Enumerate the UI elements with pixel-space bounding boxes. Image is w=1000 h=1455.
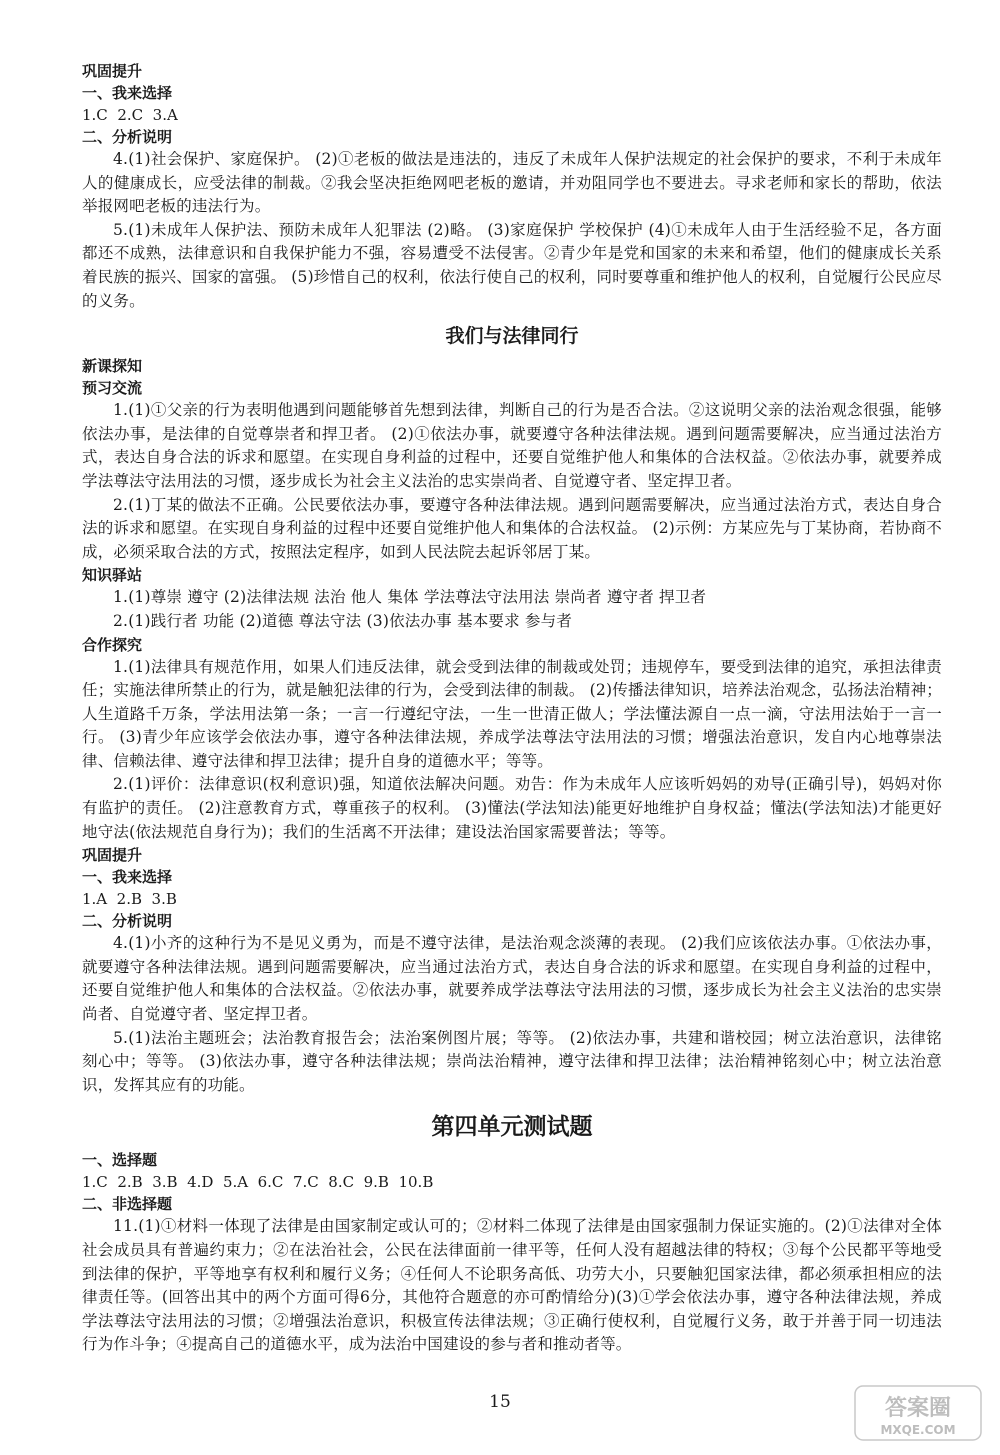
heading-choose: 一、我来选择 <box>82 84 173 102</box>
heading-analysis-2: 二、分析说明 <box>82 912 173 931</box>
knowledge-answer-1: 1.(1)尊崇 遵守 (2)法律法规 法治 他人 集体 学法尊法守法用法 崇尚者 遵守者 捍卫者 <box>113 588 707 607</box>
answer-q11: 11.(1)①材料一体现了法律是由国家制定或认可的；②材料二体现了法律是由国家强制力保证实施的。(2)①法律对全体社会成员具有普遍约束力；②在法治社会，公民在法律面前一律平等，任何人没有超越法律的特权；③每个公民都平等地受到法律的保护，平等地享有权利和履行义务；④任何人不论职务高低、功劳大小，只要触犯国家法律，都必须承担相应的法律责任等。(回答出其中的两个方面可得6分，其他符合题意的亦可酌情给分)(3)①学会依法办事，遵守各种法律法规，养成学法尊法守法用法的习惯；②增强法治意识，积极宣传法律法规；③正确行使权利，自觉履行义务，敢于并善于同一切违法行为作斗争；④提高自己的道德水平，成为法治中国建设的参与者和推动者等。 <box>82 1217 942 1354</box>
heading-preview: 预习交流 <box>82 379 143 398</box>
watermark-main-text: 答案圈 <box>884 1396 952 1421</box>
heading-choice: 一、选择题 <box>82 1151 158 1170</box>
heading-cooperation: 合作探究 <box>82 635 143 654</box>
section-title-law: 我们与法律同行 <box>445 325 579 348</box>
page-number: 15 <box>489 1392 511 1412</box>
choose-answers-2: 1.A 2.B 3.B <box>82 890 177 909</box>
preview-answer-2: 2.(1)丁某的做法不正确。公民要依法办事，要遵守各种法律法规。遇到问题需要解决，应当通过法治方式，表达自身合法的诉求和愿望。在实现自身利益的过程中还要自觉维护他人和集体的合法权益。 (2)示例：方某应先与丁某协商，若协商不成，必须采取合法的方式，按照法定程序，如到人民法院去起诉邻居丁某。 <box>82 495 942 561</box>
heading-choose-2: 一、我来选择 <box>82 868 173 887</box>
heading-consolidate-2: 巩固提升 <box>82 846 143 865</box>
watermark-logo <box>854 1385 982 1441</box>
heading-consolidate: 巩固提升 <box>82 62 143 80</box>
heading-knowledge: 知识驿站 <box>82 566 143 585</box>
answer-q5-2: 5.(1)法治主题班会；法治教育报告会；法治案例图片展；等等。 (2)依法办事，共建和谐校园；树立法治意识，法律铭刻心中；等等。 (3)依法办事，遵守各种法律法规；崇尚法治精神，遵守法律和捍卫法律；法治精神铭刻心中；树立法治意识，发挥其应有的功能。 <box>82 1028 942 1094</box>
answer-page <box>82 60 942 1357</box>
choice-answers: 1.C 2.B 3.B 4.D 5.A 6.C 7.C 8.C 9.B 10.B <box>82 1173 434 1192</box>
answer-q4-2: 4.(1)小齐的这种行为不是见义勇为，而是不遵守法律，是法治观念淡薄的表现。 (2)我们应该依法办事。①依法办事，就要遵守各种法律法规。遇到问题需要解决，应当通过法治方式，表达自身合法的诉求和愿望。在实现自身利益的过程中，还要自觉维护他人和集体的合法权益。②依法办事，就要养成学法尊法守法用法的习惯，逐步成长为社会主义法治的忠实崇尚者、自觉遵守者、坚定捍卫者。 <box>82 934 942 1024</box>
watermark-sub-text: MXQE.COM <box>880 1423 956 1437</box>
choose-answers: 1.C 2.C 3.A <box>82 106 178 124</box>
heading-new-lesson: 新课探知 <box>82 357 143 376</box>
heading-analysis: 二、分析说明 <box>82 128 173 146</box>
heading-non-choice: 二、非选择题 <box>82 1195 173 1214</box>
preview-answer-1: 1.(1)①父亲的行为表明他遇到问题能够首先想到法律，判断自己的行为是否合法。②这说明父亲的法治观念很强，能够依法办事，是法律的自觉尊崇者和捍卫者。 (2)①依法办事，就要遵守各种法律法规。遇到问题需要解决，应当通过法治方式，表达自身合法的诉求和愿望。在实现自身利益的过程中，还要自觉维护他人和集体的合法权益。②依法办事，就要养成学法尊法守法用法的习惯，逐步成长为社会主义法治的忠实崇尚者、自觉遵守者、坚定捍卫者。 <box>82 401 942 490</box>
knowledge-answer-2: 2.(1)践行者 功能 (2)道德 尊法守法 (3)依法办事 基本要求 参与者 <box>113 611 573 630</box>
answer-q4: 4.(1)社会保护、家庭保护。 (2)①老板的做法是违法的，违反了未成年人保护法规定的社会保护的要求，不利于未成年人的健康成长，应受法律的制裁。②我会坚决拒绝网吧老板的邀请，并劝阻同学也不要进去。寻求老师和家长的帮助，依法举报网吧老板的违法行为。 <box>82 150 942 216</box>
unit-test-title: 第四单元测试题 <box>431 1114 593 1141</box>
coop-answer-2: 2.(1)评价：法律意识(权利意识)强，知道依法解决问题。劝告：作为未成年人应该听妈妈的劝导(正确引导)，妈妈对你有监护的责任。 (2)注意教育方式，尊重孩子的权利。 (3)懂法(学法知法)能更好地维护自身权益；懂法(学法知法)才能更好地守法(依法规范自身行为)；我们的生活离不开法律；建设法治国家需要普法；等等。 <box>82 775 942 841</box>
coop-answer-1: 1.(1)法律具有规范作用，如果人们违反法律，就会受到法律的制裁或处罚；违规停车，要受到法律的追究，承担法律责任；实施法律所禁止的行为，就是触犯法律的行为，会受到法律的制裁。 (2)传播法律知识，培养法治观念，弘扬法治精神；人生道路千万条，学法用法第一条；一言一行遵纪守法，一生一世清正做人；学法懂法源自一点一滴，守法用法始于一言一行。 (3)青少年应该学会依法办事，遵守各种法律法规，养成学法尊法守法用法的习惯；增强法治意识，发自内心地尊崇法律、信赖法律、遵守法律和捍卫法律；提升自身的道德水平；等等。 <box>82 657 942 770</box>
answer-q5: 5.(1)未成年人保护法、预防未成年人犯罪法 (2)略。 (3)家庭保护 学校保护 (4)①未成年人由于生活经验不足，各方面都还不成熟，法律意识和自我保护能力不强，容易遭受不法侵害。②青少年是党和国家的未来和希望，他们的健康成长关系着民族的振兴、国家的富强。 (5)珍惜自己的权利，依法行使自己的权利，同时要尊重和维护他人的权利，自觉履行公民应尽的义务。 <box>82 220 942 310</box>
